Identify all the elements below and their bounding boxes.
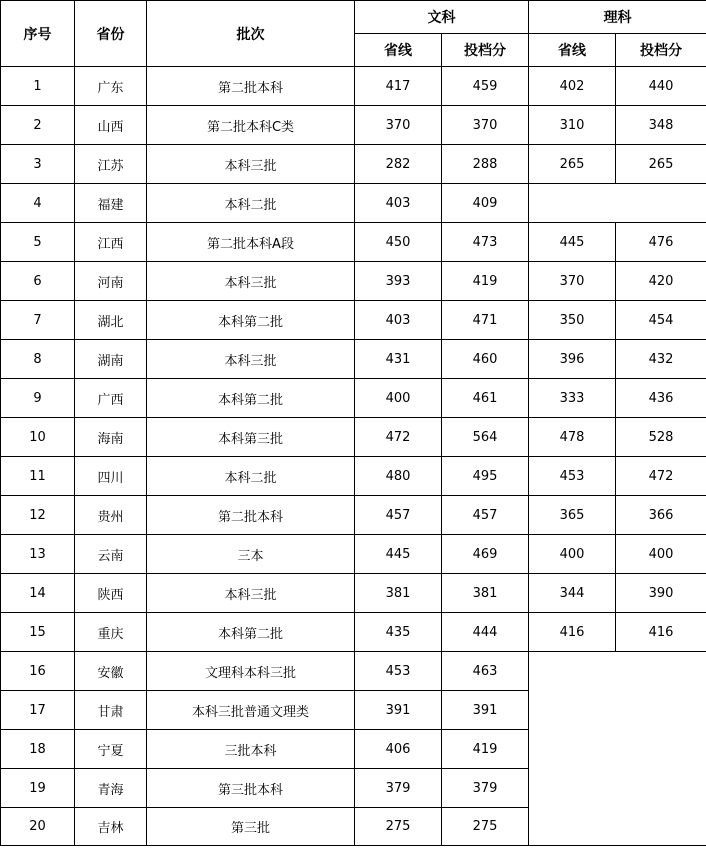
cell-arts-score: 379 [442, 769, 529, 808]
cell-science-empty [529, 652, 706, 846]
table-row [1, 574, 706, 613]
cell-arts-score: 495 [442, 457, 529, 496]
header-seq: 序号 [1, 1, 75, 67]
cell-arts-line: 275 [355, 808, 442, 846]
cell-arts-line: 282 [355, 145, 442, 184]
cell-science-line: 396 [529, 340, 616, 379]
cell-batch: 本科第三批 [147, 418, 355, 457]
cell-science-score: 476 [616, 223, 706, 262]
cell-science-score: 265 [616, 145, 706, 184]
table-row [1, 301, 706, 340]
cell-arts-score: 469 [442, 535, 529, 574]
header-science-score: 投档分 [616, 34, 706, 67]
cell-arts-score: 288 [442, 145, 529, 184]
table-row [1, 67, 706, 106]
cell-arts-score: 459 [442, 67, 529, 106]
cell-province: 甘肃 [75, 691, 147, 730]
table-row [1, 223, 706, 262]
cell-seq: 19 [1, 769, 75, 808]
cell-science-line: 478 [529, 418, 616, 457]
table-row [1, 535, 706, 574]
cell-arts-score: 473 [442, 223, 529, 262]
cell-province: 安徽 [75, 652, 147, 691]
cell-science-empty [529, 184, 706, 223]
table-row [1, 457, 706, 496]
cell-arts-line: 453 [355, 652, 442, 691]
cell-seq: 2 [1, 106, 75, 145]
cell-arts-score: 391 [442, 691, 529, 730]
cell-arts-line: 400 [355, 379, 442, 418]
cell-arts-score: 419 [442, 262, 529, 301]
header-province: 省份 [75, 1, 147, 67]
cell-province: 福建 [75, 184, 147, 223]
cell-seq: 14 [1, 574, 75, 613]
cell-seq: 8 [1, 340, 75, 379]
cell-science-line: 453 [529, 457, 616, 496]
cell-arts-score: 381 [442, 574, 529, 613]
cell-science-score: 454 [616, 301, 706, 340]
cell-seq: 18 [1, 730, 75, 769]
cell-science-line: 310 [529, 106, 616, 145]
cell-batch: 第二批本科C类 [147, 106, 355, 145]
cell-batch: 第三批 [147, 808, 355, 846]
cell-arts-line: 457 [355, 496, 442, 535]
cell-science-line: 416 [529, 613, 616, 652]
cell-arts-line: 431 [355, 340, 442, 379]
cell-arts-line: 417 [355, 67, 442, 106]
cell-science-score: 472 [616, 457, 706, 496]
cell-arts-line: 406 [355, 730, 442, 769]
cell-arts-line: 435 [355, 613, 442, 652]
cell-science-score: 436 [616, 379, 706, 418]
cell-province: 广西 [75, 379, 147, 418]
cell-seq: 12 [1, 496, 75, 535]
cell-science-line: 350 [529, 301, 616, 340]
cell-arts-score: 471 [442, 301, 529, 340]
table-body [1, 67, 706, 846]
cell-province: 湖南 [75, 340, 147, 379]
header-arts: 文科 [355, 1, 529, 34]
cell-science-line: 400 [529, 535, 616, 574]
cell-province: 江苏 [75, 145, 147, 184]
cell-seq: 20 [1, 808, 75, 846]
cell-arts-score: 457 [442, 496, 529, 535]
cell-batch: 本科二批 [147, 184, 355, 223]
table-row [1, 418, 706, 457]
cell-arts-line: 381 [355, 574, 442, 613]
cell-arts-score: 275 [442, 808, 529, 846]
cell-batch: 本科三批普通文理类 [147, 691, 355, 730]
cell-batch: 第二批本科A段 [147, 223, 355, 262]
cell-province: 贵州 [75, 496, 147, 535]
cell-province: 青海 [75, 769, 147, 808]
cell-science-score: 420 [616, 262, 706, 301]
cell-seq: 17 [1, 691, 75, 730]
cell-province: 陕西 [75, 574, 147, 613]
cell-science-score: 416 [616, 613, 706, 652]
cell-science-score: 348 [616, 106, 706, 145]
header-batch: 批次 [147, 1, 355, 67]
cell-batch: 本科三批 [147, 574, 355, 613]
cell-arts-line: 370 [355, 106, 442, 145]
cell-arts-line: 480 [355, 457, 442, 496]
cell-science-line: 402 [529, 67, 616, 106]
cell-seq: 9 [1, 379, 75, 418]
cell-arts-score: 463 [442, 652, 529, 691]
cell-province: 宁夏 [75, 730, 147, 769]
cell-arts-line: 403 [355, 301, 442, 340]
cell-seq: 16 [1, 652, 75, 691]
table-row [1, 613, 706, 652]
cell-arts-line: 472 [355, 418, 442, 457]
cell-batch: 三本 [147, 535, 355, 574]
cell-arts-score: 419 [442, 730, 529, 769]
cell-arts-line: 393 [355, 262, 442, 301]
header-arts-score: 投档分 [442, 34, 529, 67]
cell-arts-line: 445 [355, 535, 442, 574]
cell-batch: 本科第二批 [147, 301, 355, 340]
cell-batch: 本科二批 [147, 457, 355, 496]
cell-seq: 4 [1, 184, 75, 223]
cell-arts-score: 370 [442, 106, 529, 145]
cell-science-line: 365 [529, 496, 616, 535]
cell-batch: 本科第二批 [147, 613, 355, 652]
table-row [1, 145, 706, 184]
cell-batch: 文理科本科三批 [147, 652, 355, 691]
cell-arts-score: 461 [442, 379, 529, 418]
cell-batch: 三批本科 [147, 730, 355, 769]
cell-seq: 6 [1, 262, 75, 301]
cell-science-line: 333 [529, 379, 616, 418]
table-row [1, 379, 706, 418]
cell-arts-line: 403 [355, 184, 442, 223]
cell-province: 吉林 [75, 808, 147, 846]
cell-batch: 本科三批 [147, 340, 355, 379]
cell-seq: 15 [1, 613, 75, 652]
cell-arts-line: 379 [355, 769, 442, 808]
header-science: 理科 [529, 1, 706, 34]
cell-seq: 1 [1, 67, 75, 106]
cell-province: 云南 [75, 535, 147, 574]
cell-science-line: 265 [529, 145, 616, 184]
cell-batch: 本科第二批 [147, 379, 355, 418]
cell-province: 广东 [75, 67, 147, 106]
cell-science-score: 432 [616, 340, 706, 379]
table-row [1, 106, 706, 145]
cell-province: 山西 [75, 106, 147, 145]
header-row-top [1, 1, 706, 34]
table-row [1, 340, 706, 379]
table-row [1, 262, 706, 301]
cell-province: 重庆 [75, 613, 147, 652]
cell-science-line: 445 [529, 223, 616, 262]
cell-arts-line: 391 [355, 691, 442, 730]
header-science-line: 省线 [529, 34, 616, 67]
cell-arts-score: 444 [442, 613, 529, 652]
cell-seq: 11 [1, 457, 75, 496]
cell-province: 江西 [75, 223, 147, 262]
cell-batch: 本科三批 [147, 145, 355, 184]
cell-province: 四川 [75, 457, 147, 496]
cell-province: 海南 [75, 418, 147, 457]
cell-seq: 3 [1, 145, 75, 184]
header-arts-line: 省线 [355, 34, 442, 67]
cell-science-line: 344 [529, 574, 616, 613]
cell-arts-line: 450 [355, 223, 442, 262]
cell-seq: 5 [1, 223, 75, 262]
cell-seq: 10 [1, 418, 75, 457]
cell-science-score: 366 [616, 496, 706, 535]
cell-arts-score: 409 [442, 184, 529, 223]
table-row [1, 652, 706, 691]
cell-seq: 13 [1, 535, 75, 574]
cell-science-score: 390 [616, 574, 706, 613]
cell-batch: 第二批本科 [147, 496, 355, 535]
cell-science-score: 528 [616, 418, 706, 457]
cell-arts-score: 460 [442, 340, 529, 379]
cell-seq: 7 [1, 301, 75, 340]
cell-batch: 第二批本科 [147, 67, 355, 106]
cell-arts-score: 564 [442, 418, 529, 457]
cell-province: 湖北 [75, 301, 147, 340]
cell-batch: 本科三批 [147, 262, 355, 301]
cell-batch: 第三批本科 [147, 769, 355, 808]
table-row [1, 496, 706, 535]
table-row [1, 184, 706, 223]
cell-province: 河南 [75, 262, 147, 301]
cell-science-score: 440 [616, 67, 706, 106]
cell-science-score: 400 [616, 535, 706, 574]
cell-science-line: 370 [529, 262, 616, 301]
